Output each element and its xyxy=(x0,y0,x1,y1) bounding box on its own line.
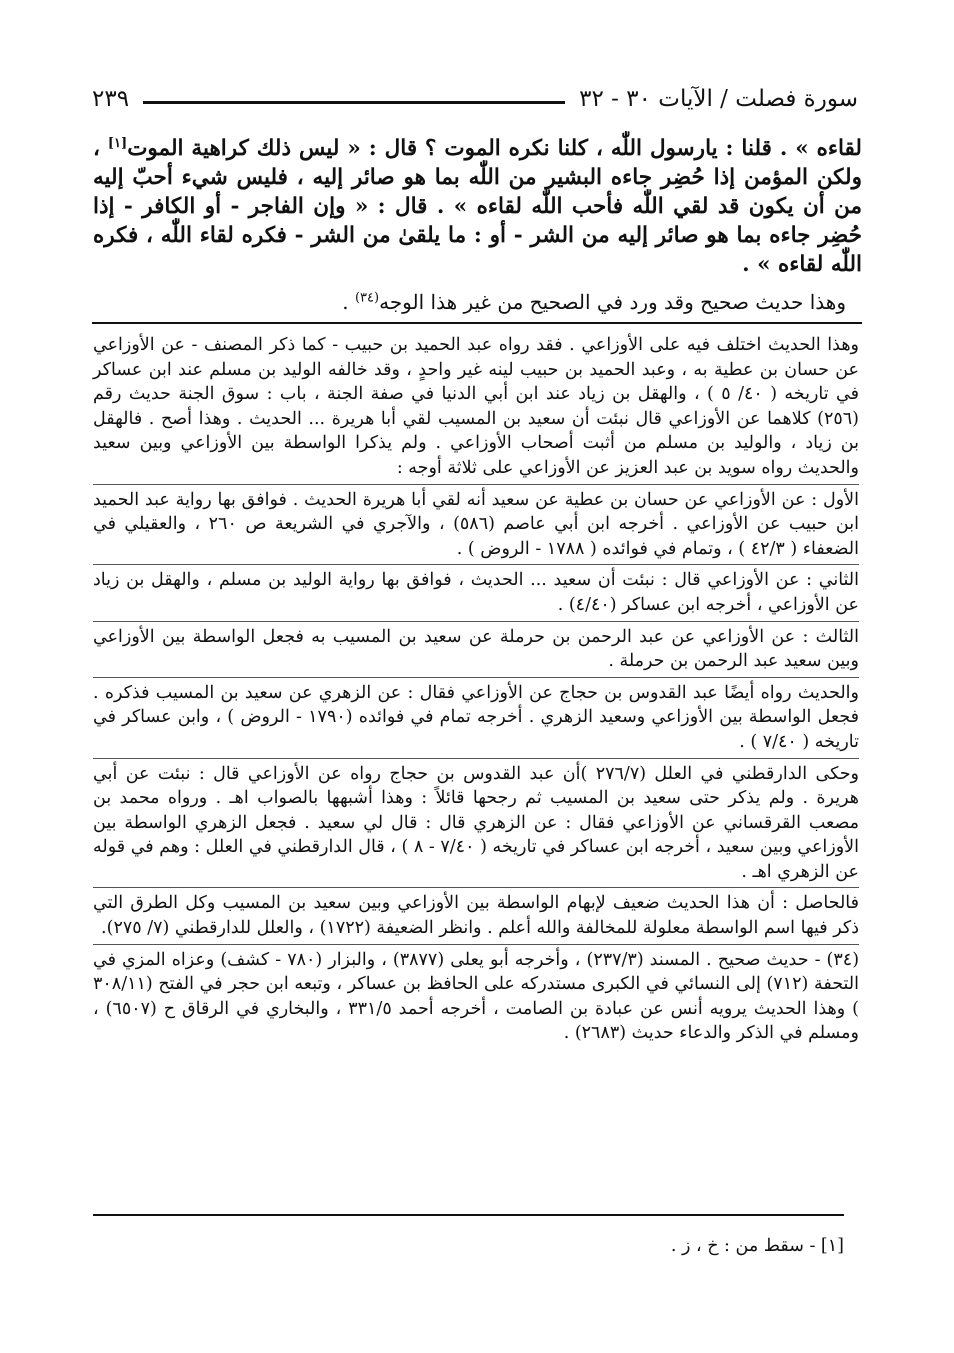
commentary-paragraph: الثاني : عن الأوزاعي قال : نبئت أن سعيد ... الحديث ، فوافق بها رواية الوليد بن مسلم ، والهقل بن زياد عن الأوزاعي ، أخرجه ابن عساكر (٤/٤٠) . xyxy=(93,564,859,617)
main-text-part-2: ، ولكن المؤمن إذا حُضِر جاءه البشير من اللّٰه بما هو صائر إليه ، فليس شيء أحبّ إليه من أن يكون قد لقي اللّٰه فأحب اللّٰه لقاءه » . قال : « وإن الفاجر - أو الكافر - إذا حُضِر جاءه بما هو صائر إليه من الشر - أو : ما يلقىٰ من الشر - فكره لقاء اللّٰه ، فكره اللّٰه لقاءه » . xyxy=(93,136,862,277)
commentary-paragraph: الأول : عن الأوزاعي عن حسان بن عطية عن سعيد أنه لقي أبا هريرة الحديث . فوافق بها رواية عبد الحميد ابن حبيب عن الأوزاعي . أخرجه ابن أبي عاصم (٥٨٦) ، والآجري في الشريعة ص ٢٦٠ ، والعقيلي في الضعفاء ( ٤٢/٣ ) ، وتمام في فوائده ( ١٧٨٨ - الروض ) . xyxy=(93,484,859,562)
footnote: [١] - سقط من : خ ، ز . xyxy=(670,1236,844,1256)
footnote-marker: [١] xyxy=(107,135,128,151)
page-header xyxy=(92,84,858,114)
main-hadith-text xyxy=(93,134,862,279)
commentary-section xyxy=(93,332,859,1046)
page-number: ٢٣٩ xyxy=(92,86,130,112)
footnote-divider xyxy=(93,1214,844,1216)
grading-statement xyxy=(290,288,846,316)
statement-text: وهذا حديث صحيح وقد ورد في الصحيح من غير هذا الوجه xyxy=(379,290,846,314)
commentary-paragraph: والحديث رواه أيضًا عبد القدوس بن حجاج عن الأوزاعي فقال : عن الزهري عن سعيد بن المسيب فذكره . فجعل الواسطة بين الأوزاعي وسعيد الزهري . أخرجه تمام في فوائده (١٧٩٠ - الروض ) ، وابن عساكر في تاريخه ( ٧/٤٠ ) . xyxy=(93,677,859,755)
statement-marker: (٣٤) xyxy=(354,290,380,306)
statement-end: . xyxy=(342,290,355,314)
header-rule xyxy=(143,101,565,104)
commentary-divider xyxy=(92,322,862,324)
commentary-paragraph: فالحاصل : أن هذا الحديث ضعيف لإبهام الواسطة بين الأوزاعي وبين سعيد بن المسيب وكل الطرق التي ذكر فيها اسم الواسطة معلولة للمخالفة والله أعلم . وانظر الضعيفة (١٧٢٢) ، والعلل للدارقطني (٧/ ٢٧٥). xyxy=(93,887,859,940)
commentary-paragraph: وحكى الدارقطني في العلل (٢٧٦/٧ )أن عبد القدوس بن حجاج رواه عن الأوزاعي قال : نبئت عن أبي هريرة . ولم يذكر حتى سعيد بن المسيب ثم رجحها قائلاً : وهذا أشبهها بالصواب اهـ . ورواه محمد بن مصعب القرقساني عن الأوزاعي فقال : عن الزهري قال : قال لي سعيد . فجعل الزهري الواسطة بين الأوزاعي وبين سعيد ، أخرجه ابن عساكر في تاريخه ( ٧/٤٠ - ٨ ) ، قال الدارقطني في العلل : وهم في قوله عن الزهري اهـ . xyxy=(93,758,859,885)
commentary-paragraph: (٣٤) - حديث صحيح . المسند (٢٣٧/٣) ، وأخرجه أبو يعلى (٣٨٧٧) ، والبزار (٧٨٠ - كشف) وعزاه المزي في التحفة (٧١٢) إلى النسائي في الكبرى مستدركه على الحافظ بن عساكر ، وتبعه ابن حجر في الفتح (٣٠٨/١١ ) وهذا الحديث يرويه أنس عن عبادة بن الصامت ، أخرجه أحمد ٣٣١/٥ ، والبخاري في الرقاق ح (٦٥٠٧) ، ومسلم في الذكر والدعاء حديث (٢٦٨٣) . xyxy=(93,944,859,1046)
commentary-paragraph: وهذا الحديث اختلف فيه على الأوزاعي . فقد رواه عبد الحميد بن حبيب - كما ذكر المصنف - عن الأوزاعي عن حسان بن عطية به ، وعبد الحميد بن حبيب لينه غير واحدٍ ، وقد خالفه الوليد بن مسلم عند ابن عساكر في تاريخه ( ٤٠/ ٥ ) ، والهقل بن زياد عند ابن أبي الدنيا في صفة الجنة ، باب : سوق الجنة حديث رقم (٢٥٦) كلاهما عن الأوزاعي قال نبئت أن سعيد بن المسيب لقي أبا هريرة ... الحديث . وهذا أصح . فالهقل بن زياد ، والوليد بن مسلم من أثبت أصحاب الأوزاعي . ولم يذكرا الواسطة بين الأوزاعي وبين سعيد والحديث رواه سويد بن عبد العزيز عن الأوزاعي على ثلاثة أوجه : xyxy=(93,335,859,478)
running-title: سورة فصلت / الآيات ٣٠ - ٣٢ xyxy=(579,86,858,112)
commentary-paragraph: الثالث : عن الأوزاعي عن عبد الرحمن بن حرملة عن سعيد بن المسيب به فجعل الواسطة بين الأوزاعي وبين سعيد عبد الرحمن بن حرملة . xyxy=(93,621,859,674)
main-text-part-1: لقاءه » . قلنا : يارسول اللّٰه ، كلنا نكره الموت ؟ قال : « ليس ذلك كراهية الموت xyxy=(127,136,862,161)
